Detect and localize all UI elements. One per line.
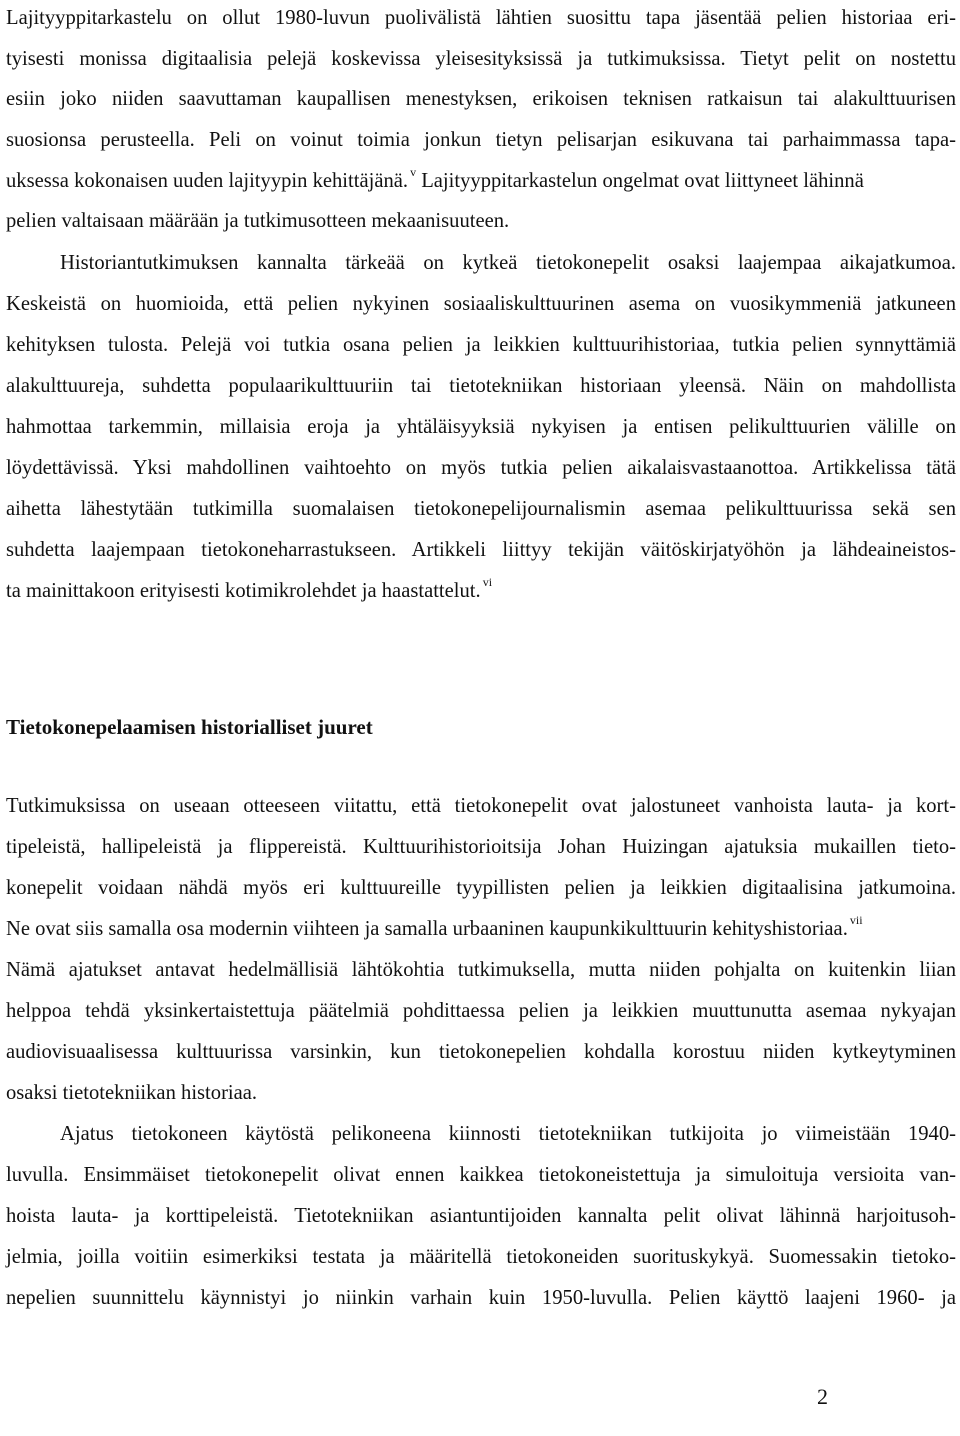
text-line: suosionsa perusteella. Peli on voinut toimia jonkun tietyn pelisarjan esikuvana tai parhaimmassa tapa-	[6, 129, 956, 151]
text-line: suhdetta laajempaan tietokoneharrastukseen. Artikkeli liittyy tekijän väitöskirjatyöhön ja lähdeaineistos-	[6, 539, 956, 561]
text-line: tyisesti monissa digitaalisia pelejä koskevissa yleisesityksissä ja tutkimuksissa. Tietyt pelit on nostettu	[6, 48, 956, 70]
text-line	[6, 913, 863, 941]
text-line: aihetta lähestytään tutkimilla suomalaisen tietokonepelijournalismin asemaa pelikulttuurissa sekä sen	[6, 498, 956, 520]
text-line: esiin joko niiden saavuttaman kaupallisen menestyksen, erikoisen teknisen ratkaisun tai alakulttuurisen	[6, 88, 956, 110]
text-segment: Ne ovat siis samalla osa modernin viihteen ja samalla urbaaninen kaupunkikulttuurin kehityshistoriaa.	[6, 918, 848, 940]
text-segment: Lajityyppitarkastelun ongelmat ovat liittyneet lähinnä	[416, 170, 864, 192]
text-segment: ta mainittakoon erityisesti kotimikrolehdet ja haastattelut.	[6, 580, 481, 602]
text-line: Keskeistä on huomioida, että pelien nykyinen sosiaaliskulttuurinen asema on vuosikymmeniä jatkuneen	[6, 293, 956, 315]
text-line: audiovisuaalisessa kulttuurissa varsinkin, kun tietokonepelien kohdalla korostuu niiden kytkeytyminen	[6, 1041, 956, 1063]
text-line: jelmia, joilla voitiin esimerkiksi testata ja määritellä tietokoneiden suorituskykyä. Suomessakin tietoko-	[6, 1246, 956, 1268]
section-heading: Tietokonepelaamisen historialliset juuret	[6, 715, 373, 739]
page-number: 2	[817, 1384, 828, 1409]
text-line: luvulla. Ensimmäiset tietokonepelit olivat ennen kaikkea tietokoneistettuja ja simuloituja versioita van-	[6, 1164, 956, 1186]
text-line: Nämä ajatukset antavat hedelmällisiä lähtökohtia tutkimuksella, mutta niiden pohjalta on kuitenkin liian	[6, 959, 956, 981]
text-line: hoista lauta- ja korttipeleistä. Tietotekniikan asiantuntijoiden kannalta pelit olivat lähinnä harjoitusoh-	[6, 1205, 956, 1227]
text-line: konepelit voidaan nähdä myös eri kulttuureille tyypillisten pelien ja leikkien digitaalisina jatkumoina.	[6, 877, 956, 899]
text-line: osaksi tietotekniikan historiaa.	[6, 1082, 258, 1104]
text-line: löydettävissä. Yksi mahdollinen vaihtoehto on myös tutkia pelien aikalaisvastaanottoa. Artikkelissa tätä	[6, 457, 956, 479]
text-line: hahmottaa tarkemmin, millaisia eroja ja yhtäläisyyksiä nykyisen ja entisen pelikulttuurien välille on	[6, 416, 956, 438]
text-line	[6, 165, 864, 193]
text-line: kehityksen tulosta. Pelejä voi tutkia osana pelien ja leikkien kulttuurihistoriaa, tutkia pelien synnyttämiä	[6, 334, 956, 356]
text-line: helppoa tehdä yksinkertaistettuja päätelmiä pohdittaessa pelien ja leikkien muuttunutta asemaa nykyajan	[6, 1000, 956, 1022]
footnote-marker: v	[410, 165, 417, 179]
text-line: nepelien suunnittelu käynnistyi jo niinkin varhain kuin 1950-luvulla. Pelien käyttö laajeni 1960- ja	[6, 1287, 956, 1309]
footnote-marker: vii	[849, 913, 863, 927]
text-line: Historiantutkimuksen kannalta tärkeää on kytkeä tietokonepelit osaksi laajempaa aikajatkumoa.	[60, 252, 956, 274]
footnote-marker: vi	[482, 575, 493, 589]
text-line: alakulttuureja, suhdetta populaarikulttuuriin tai tietotekniikan historiaan yleensä. Näin on mahdollista	[6, 375, 956, 397]
text-line: Ajatus tietokoneen käytöstä pelikoneena kiinnosti tietotekniikan tutkijoita jo viimeistään 1940-	[60, 1123, 956, 1145]
text-line: pelien valtaisaan määrään ja tutkimusotteen mekaanisuuteen.	[6, 210, 510, 232]
text-line: tipeleistä, hallipeleistä ja flippereistä. Kulttuurihistorioitsija Johan Huizingan ajatuksia mukaillen tieto-	[6, 836, 956, 858]
text-segment: uksessa kokonaisen uuden lajityypin kehittäjänä.	[6, 170, 409, 192]
text-line: Tutkimuksissa on useaan otteeseen viitattu, että tietokonepelit ovat jalostuneet vanhoista lauta- ja kort-	[6, 795, 956, 817]
text-line: Lajityyppitarkastelu on ollut 1980-luvun puolivälistä lähtien suosittu tapa jäsentää pelien historiaa eri-	[6, 7, 956, 29]
text-line	[6, 575, 493, 603]
